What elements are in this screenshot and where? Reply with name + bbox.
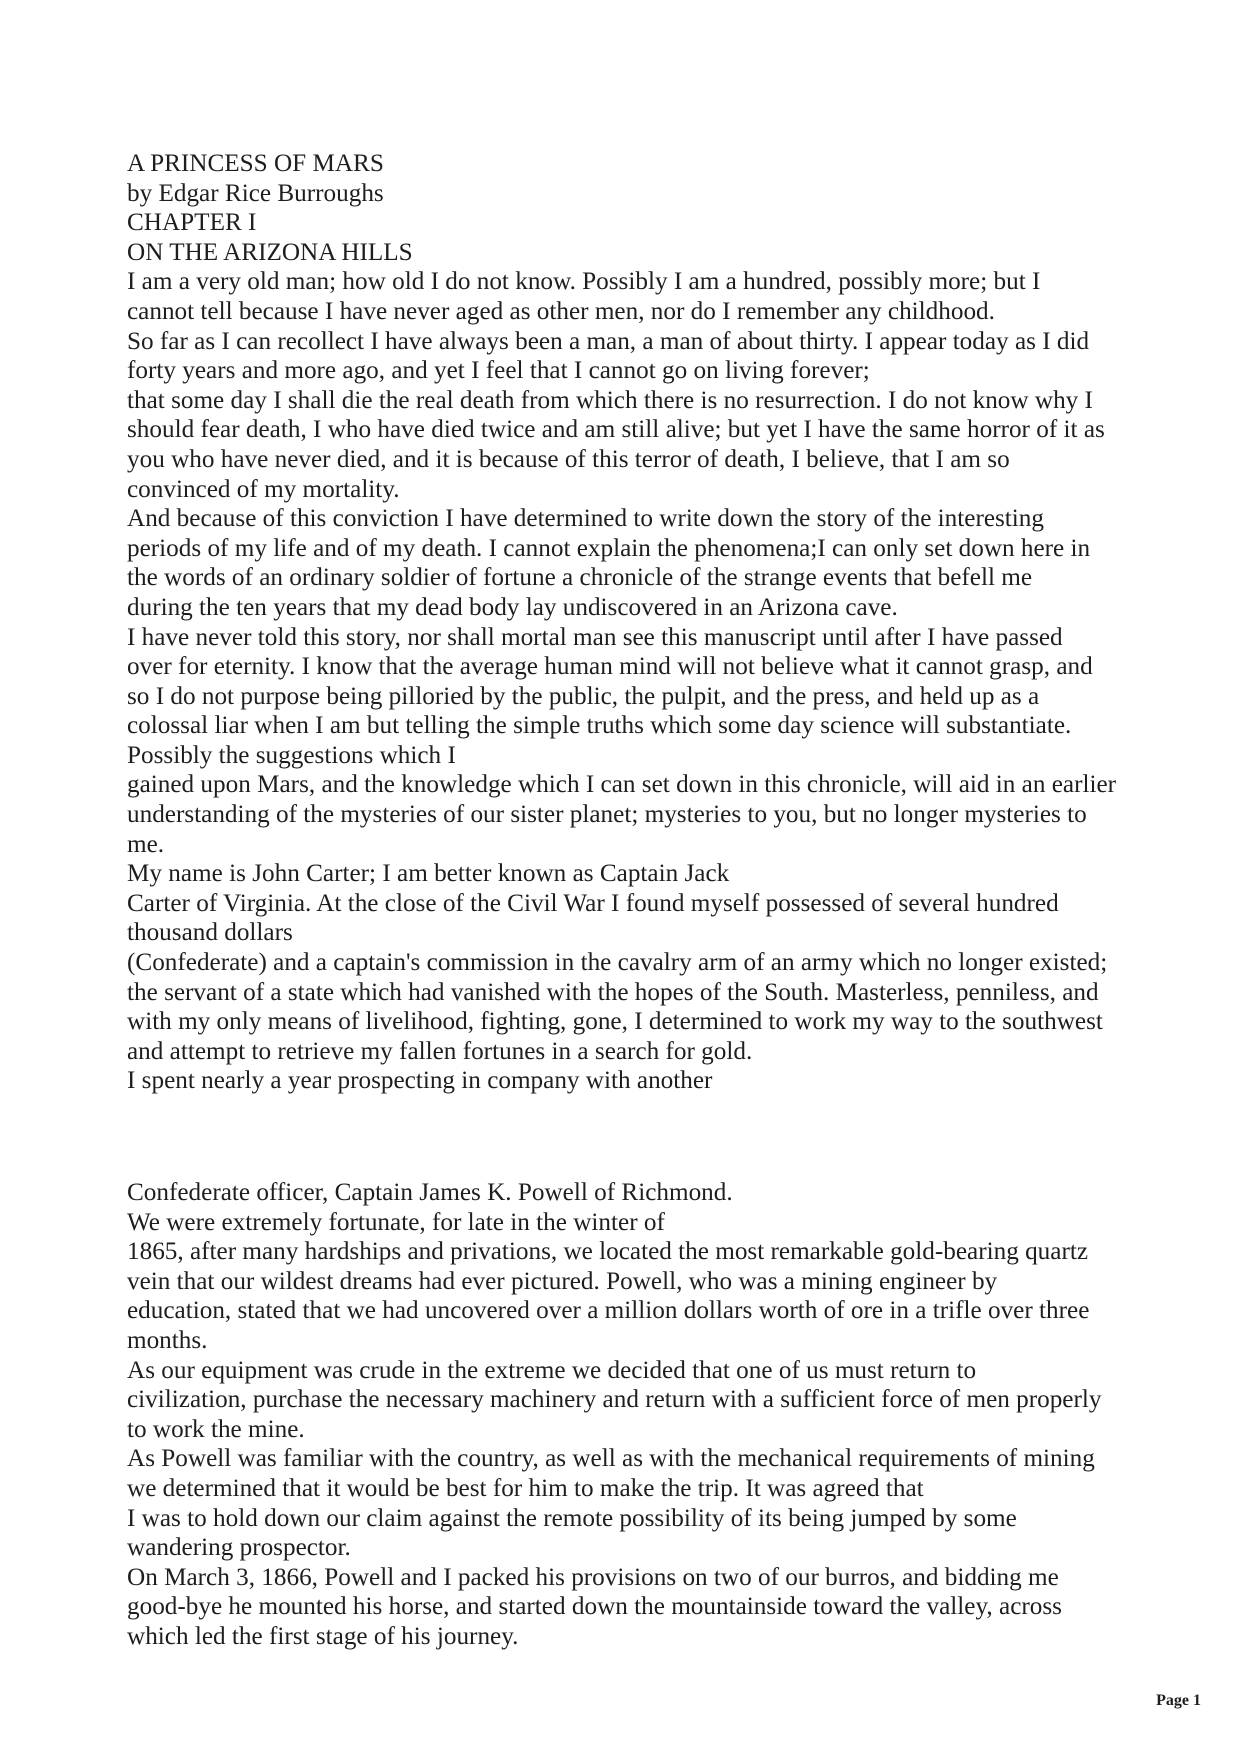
text-line: On March 3, 1866, Powell and I packed his provisions on two of our burros, and bidding me [127, 1563, 1059, 1591]
text-line: the servant of a state which had vanished with the hopes of the South. Masterless, penniless, and [127, 978, 1099, 1006]
text-line: convinced of my mortality. [127, 475, 400, 503]
text-line: me. [127, 830, 165, 858]
document-page [127, 149, 1127, 1652]
body-text-part-2 [127, 1178, 1127, 1652]
text-line: Possibly the suggestions which I [127, 741, 456, 769]
text-line: you who have never died, and it is because of this terror of death, I believe, that I am so [127, 445, 1010, 473]
text-line: I am a very old man; how old I do not know. Possibly I am a hundred, possibly more; but I [127, 268, 1041, 296]
text-line: I have never told this story, nor shall mortal man see this manuscript until after I have passed [127, 623, 1063, 651]
page-number: Page 1 [1156, 1692, 1201, 1709]
text-line: with my only means of livelihood, fighting, gone, I determined to work my way to the southwest [127, 1008, 1103, 1036]
text-line: As Powell was familiar with the country, as well as with the mechanical requirements of mining [127, 1445, 1095, 1473]
chapter-heading: CHAPTER I [127, 209, 257, 237]
chapter-title: ON THE ARIZONA HILLS [127, 238, 413, 266]
text-line: cannot tell because I have never aged as other men, nor do I remember any childhood. [127, 297, 995, 325]
text-line: months. [127, 1326, 208, 1354]
text-line: (Confederate) and a captain's commission in the cavalry arm of an army which no longer existed; [127, 949, 1108, 977]
text-line: so I do not purpose being pilloried by the public, the pulpit, and the press, and held up as a [127, 682, 1040, 710]
text-line: colossal liar when I am but telling the simple truths which some day science will substantiate. [127, 712, 1072, 740]
text-line: that some day I shall die the real death from which there is no resurrection. I do not know why I [127, 386, 1093, 414]
text-line: Carter of Virginia. At the close of the Civil War I found myself possessed of several hundred [127, 889, 1059, 917]
text-line: wandering prospector. [127, 1534, 351, 1562]
book-title: A PRINCESS OF MARS [127, 150, 384, 177]
text-line: Confederate officer, Captain James K. Powell of Richmond. [127, 1179, 733, 1206]
text-line: good-bye he mounted his horse, and started down the mountainside toward the valley, across [127, 1593, 1062, 1621]
text-line: So far as I can recollect I have always been a man, a man of about thirty. I appear today as I did [127, 327, 1090, 355]
text-line: education, stated that we had uncovered over a million dollars worth of ore in a trifle over three [127, 1297, 1090, 1325]
text-line: thousand dollars [127, 919, 293, 947]
text-line: We were extremely fortunate, for late in the winter of [127, 1208, 665, 1236]
text-line: civilization, purchase the necessary machinery and return with a sufficient force of men properly [127, 1386, 1102, 1414]
text-line: periods of my life and of my death. I cannot explain the phenomena;I can only set down here in [127, 534, 1091, 562]
text-line: vein that our wildest dreams had ever pictured. Powell, who was a mining engineer by [127, 1267, 998, 1295]
text-line: My name is John Carter; I am better known as Captain Jack [127, 860, 730, 888]
text-line: understanding of the mysteries of our sister planet; mysteries to you, but no longer mysteries to [127, 801, 1087, 829]
text-line: I was to hold down our claim against the remote possibility of its being jumped by some [127, 1504, 1017, 1532]
text-line: gained upon Mars, and the knowledge which I can set down in this chronicle, will aid in an earlier [127, 771, 1117, 799]
text-line: and attempt to retrieve my fallen fortunes in a search for gold. [127, 1037, 753, 1065]
text-line: to work the mine. [127, 1415, 305, 1443]
text-line: we determined that it would be best for him to make the trip. It was agreed that [127, 1474, 924, 1502]
book-author: by Edgar Rice Burroughs [127, 179, 384, 207]
text-line: over for eternity. I know that the average human mind will not believe what it cannot grasp, and [127, 653, 1093, 681]
text-line: As our equipment was crude in the extreme we decided that one of us must return to [127, 1356, 977, 1384]
text-line: I spent nearly a year prospecting in company with another [127, 1067, 713, 1095]
text-line: the words of an ordinary soldier of fortune a chronicle of the strange events that befell me [127, 564, 1033, 592]
text-line: which led the first stage of his journey. [127, 1622, 519, 1650]
text-line: should fear death, I who have died twice and am still alive; but yet I have the same horror of it as [127, 416, 1105, 444]
text-line: forty years and more ago, and yet I feel that I cannot go on living forever; [127, 357, 870, 385]
body-text-part-1 [127, 267, 1127, 1096]
text-line: 1865, after many hardships and privations, we located the most remarkable gold-bearing quartz [127, 1238, 1089, 1266]
text-line: And because of this conviction I have determined to write down the story of the interesting [127, 505, 1044, 533]
paragraph-gap [127, 1096, 1127, 1178]
text-line: during the ten years that my dead body lay undiscovered in an Arizona cave. [127, 593, 898, 621]
